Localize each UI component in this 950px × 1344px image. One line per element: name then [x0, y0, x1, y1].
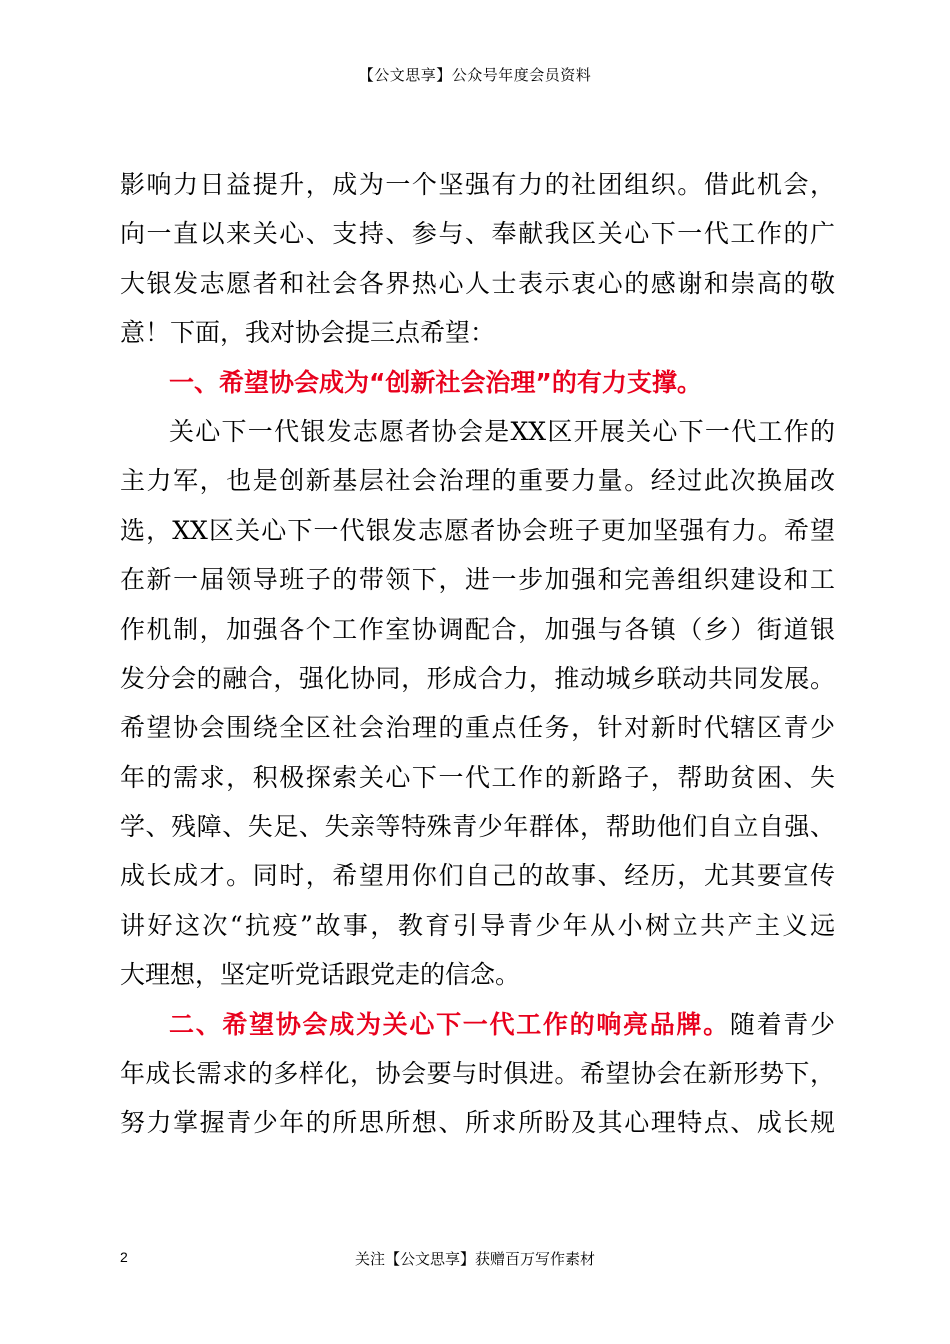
section-heading-1: 一、希望协会成为“创新社会治理”的有力支撑。 [169, 367, 702, 397]
body-line: 年成长需求的多样化，协会要与时俱进。希望协会在新形势下， [120, 1059, 835, 1089]
body-line: 主力军，也是创新基层社会治理的重要力量。经过此次换届改 [120, 466, 835, 496]
body-line: 大银发志愿者和社会各界热心人士表示衷心的感谢和崇高的敬 [120, 268, 835, 298]
body-line: 影响力日益提升，成为一个坚强有力的社团组织。借此机会， [120, 170, 835, 199]
page-header: 【公文思享】公众号年度会员资料 [358, 66, 592, 84]
body-line-tail: 随着青少 [729, 1009, 835, 1039]
section-heading-2: 二、希望协会成为关心下一代工作的响亮品牌。 [169, 1009, 730, 1039]
body-line: 向一直以来关心、支持、参与、奉献我区关心下一代工作的广 [120, 219, 835, 249]
body-line-with-heading [120, 1000, 835, 1049]
body-line: 年的需求，积极探索关心下一代工作的新路子，帮助贫困、失 [120, 762, 835, 792]
body-line: 希望协会围绕全区社会治理的重点任务，针对新时代辖区青少 [120, 713, 835, 743]
page-footer: 关注【公文思享】获赠百万写作素材 [354, 1250, 595, 1268]
body-line: 意！下面，我对协会提三点希望： [120, 318, 496, 348]
body-line: 在新一届领导班子的带领下，进一步加强和完善组织建设和工 [120, 565, 835, 595]
body-line: 努力掌握青少年的所思所想、所求所盼及其心理特点、成长规 [120, 1108, 835, 1138]
document-body [120, 160, 835, 1148]
body-line: 关心下一代银发志愿者协会是XX区开展关心下一代工作的 [169, 416, 835, 446]
body-line: 大理想，坚定听党话跟党走的信念。 [120, 960, 521, 990]
body-line: 讲好这次“抗疫”故事，教育引导青少年从小树立共产主义远 [120, 910, 835, 940]
body-line: 选，XX区关心下一代银发志愿者协会班子更加坚强有力。希望 [120, 515, 835, 545]
body-line: 发分会的融合，强化协同，形成合力，推动城乡联动共同发展。 [120, 663, 835, 693]
body-line: 学、残障、失足、失亲等特殊青少年群体，帮助他们自立自强、 [120, 812, 835, 842]
body-line: 成长成才。同时，希望用你们自己的故事、经历，尤其要宣传 [120, 861, 835, 891]
body-line: 作机制，加强各个工作室协调配合，加强与各镇（乡）街道银 [120, 614, 835, 644]
page-number: 2 [120, 1249, 128, 1265]
